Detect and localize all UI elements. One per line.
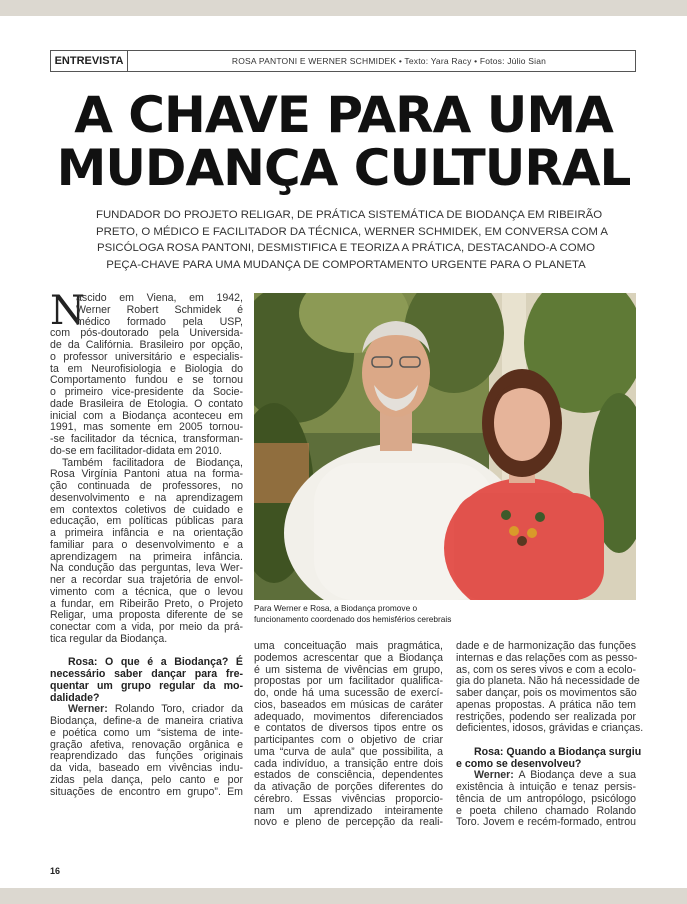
column-3 <box>456 640 644 829</box>
text-line: gia do planeta. Não há necessidade de <box>456 675 640 688</box>
text-line: a primeira infância e na orientação <box>50 527 243 539</box>
article-header-bar <box>50 50 636 72</box>
question-line: necessário saber dançar para fre- <box>50 668 243 680</box>
text-line: uma “curva de aula” que possibilita, a <box>254 745 443 758</box>
text-line: e poética como um “sistema de inte- <box>50 726 243 739</box>
text-line: ção continuada de professores, no <box>50 480 243 492</box>
text-line: do-se em facilitador-didata em 2010. <box>50 444 222 457</box>
headline-line-1: A CHAVE PARA UMA <box>74 86 613 144</box>
text-line: podemos acrescentar que a Biodança <box>254 651 443 664</box>
text-line: deficientes, idosos, grávidas e crianças. <box>456 722 644 735</box>
text-line: saber dançar, pois os movimentos são <box>456 687 637 699</box>
text-line: Também facilitadora de Biodança, <box>62 456 243 469</box>
text-line: existência à intuição e tenaz persis- <box>456 781 636 793</box>
text-line: adequado, movimentos diferenciados <box>254 710 443 723</box>
section-label: ENTREVISTA <box>51 51 128 71</box>
text-line: restrições, podendo ser realizada por <box>456 710 636 723</box>
text-line: cérebro. Essas vivências proporcio- <box>254 792 443 805</box>
text-line: familiar para o desenvolvimento e a <box>50 538 243 551</box>
text-line: estados de consciência, dependentes <box>254 769 443 782</box>
standfirst-line: PRETO, O MÉDICO E FACILITADOR DA TÉCNICA, WERNER SCHMIDEK, EM CONVERSA COM A <box>96 225 609 238</box>
text-line: apenas propostas. A prática não tem <box>456 698 636 711</box>
question-line: Rosa: Quando a Biodança surgiu <box>474 745 642 758</box>
headline-line-2: MUDANÇA CULTURAL <box>56 139 631 197</box>
article-credits: ROSA PANTONI E WERNER SCHMIDEK • Texto: Yara Racy • Fotos: Júlio Sian <box>231 56 547 66</box>
standfirst <box>96 207 609 273</box>
text-line: Werner Robert Schmidek é <box>76 303 243 316</box>
text-line: conectar com a vida, por meio da prá- <box>50 621 243 633</box>
text-line: cios, baseados em músicas de caráter <box>254 698 443 711</box>
answer-text: A Biodança deve a sua <box>513 769 636 782</box>
photo-illustration <box>254 293 636 600</box>
text-line: inicial com a Biodança aconteceu em <box>50 409 243 422</box>
text-line: ta em Neurofisiologia e Biologia do <box>50 362 243 375</box>
text-line: o professor universitário e especialis- <box>50 350 243 363</box>
text-line: reaprendizado das funções originais <box>50 750 243 763</box>
standfirst-line: FUNDADOR DO PROJETO RELIGAR, DE PRÁTICA SISTEMÁTICA DE BIODANÇA EM RIBEIRÃO <box>96 209 603 221</box>
text-line: gração afetiva, renovação orgânica e <box>50 738 243 751</box>
text-line: Comportamento fundou e se tornou <box>50 374 243 387</box>
standfirst-line: PEÇA-CHAVE PARA UMA MUDANÇA DE COMPORTAMENTO URGENTE PARA O PLANETA <box>106 258 586 271</box>
answer-text: Rolando Toro, criador da <box>107 703 243 716</box>
text-line: ascido em Viena, em 1942, <box>76 292 243 304</box>
question-line: Rosa: O que é a Biodança? É <box>68 656 243 669</box>
caption-line: Para Werner e Rosa, a Biodança promove o <box>254 603 418 613</box>
text-line: participantes com o objetivo de criar <box>254 734 443 746</box>
text-line: de da Califórnia. Brasileiro por opção, <box>50 339 243 351</box>
text-line: e contatos de diversos tipos entre os <box>254 722 443 735</box>
text-line: uma conceituação mais pragmática, <box>254 640 443 652</box>
text-line: Na condução das perguntas, leva Wer- <box>50 562 243 575</box>
text-line: Biodança, define-a de maneira criativa <box>50 715 243 727</box>
speaker-name: Werner: <box>474 769 514 782</box>
text-line: tica regular da Biodança. <box>50 632 168 645</box>
text-line: é um sistema de vivências em grupo, <box>254 663 443 676</box>
photo-caption <box>254 603 636 625</box>
drop-cap: N <box>50 288 85 334</box>
text-line: nam um aprendizado inteiramente <box>254 804 443 817</box>
page-bottom-margin <box>0 888 687 904</box>
text-line: situações de encontro em grupo”. Em <box>50 785 243 798</box>
text-line: internas e das relações com as pesso- <box>456 651 638 664</box>
text-line: e poeta chileno chamado Rolando <box>456 804 636 817</box>
column-2 <box>254 641 443 829</box>
standfirst-line: PSICÓLOGA ROSA PANTONI, DESMISTIFICA E TEORIZA A PRÁTICA, DESTACANDO-A COMO <box>97 242 595 254</box>
interview-photo <box>254 293 636 600</box>
text-line: vimento com a técnica, que o levou <box>50 585 243 598</box>
speaker-name: Werner: <box>68 703 108 716</box>
text-line: zidas pela dança, pelo canto e por <box>50 773 243 786</box>
text-line: tência de um antropólogo, psicólogo <box>456 792 636 805</box>
text-line: do, onde há uma sucessão de exercí- <box>254 687 443 699</box>
text-line: o primeiro vice-presidente da Socie- <box>50 386 243 398</box>
text-line: Toro. Jovem e recém-formado, entrou <box>456 816 636 829</box>
caption-line: funcionamento coordenado dos hemisférios cerebrais <box>254 614 452 624</box>
text-line: Religar, uma proposta diferente de se <box>50 609 243 622</box>
text-line: propostas por um facilitador qualifica- <box>254 675 443 688</box>
text-line: -se facilitador da técnica, transforman- <box>50 433 243 445</box>
question-line: e como se desenvolveu? <box>456 757 582 770</box>
text-line: as, com os seres vivos e com a ecolo- <box>456 663 636 676</box>
text-line: a fundar, em Ribeirão Preto, o Projeto <box>50 597 243 610</box>
column-1 <box>50 288 243 798</box>
text-line: dade Brasileira de Etologia. O contato <box>50 397 243 410</box>
text-line: desenvolvimento e na aprendizagem <box>50 491 243 504</box>
text-line: ner a recordar sua trajetória de envol- <box>50 574 243 586</box>
text-line: médico formado pela USP, <box>76 315 243 328</box>
text-line: educação, em políticas públicas para <box>50 515 243 528</box>
page-number: 16 <box>50 866 61 876</box>
text-line: da ativação de porções diferentes do <box>254 781 443 793</box>
question-line: dalidade? <box>50 691 100 704</box>
text-line: em contextos coletivos de cuidado e <box>50 503 243 516</box>
text-line: aprendizagem na primeira infância. <box>50 550 243 563</box>
question-line: quentar um grupo regular da mo- <box>50 679 243 692</box>
text-line: novo e pleno de percepção da reali- <box>254 816 443 829</box>
text-line: com pós-doutorado pela Universida- <box>50 327 243 340</box>
text-line: cada indivíduo, a transição entre dois <box>254 757 443 770</box>
text-line: 1991, mas somente em 2005 tornou- <box>50 421 243 434</box>
text-line: dade e de harmonização das funções <box>456 640 636 652</box>
text-line: da vida, baseado em vivências indu- <box>50 762 243 774</box>
text-line: Rosa Virgínia Pantoni atua na forma- <box>50 468 243 481</box>
